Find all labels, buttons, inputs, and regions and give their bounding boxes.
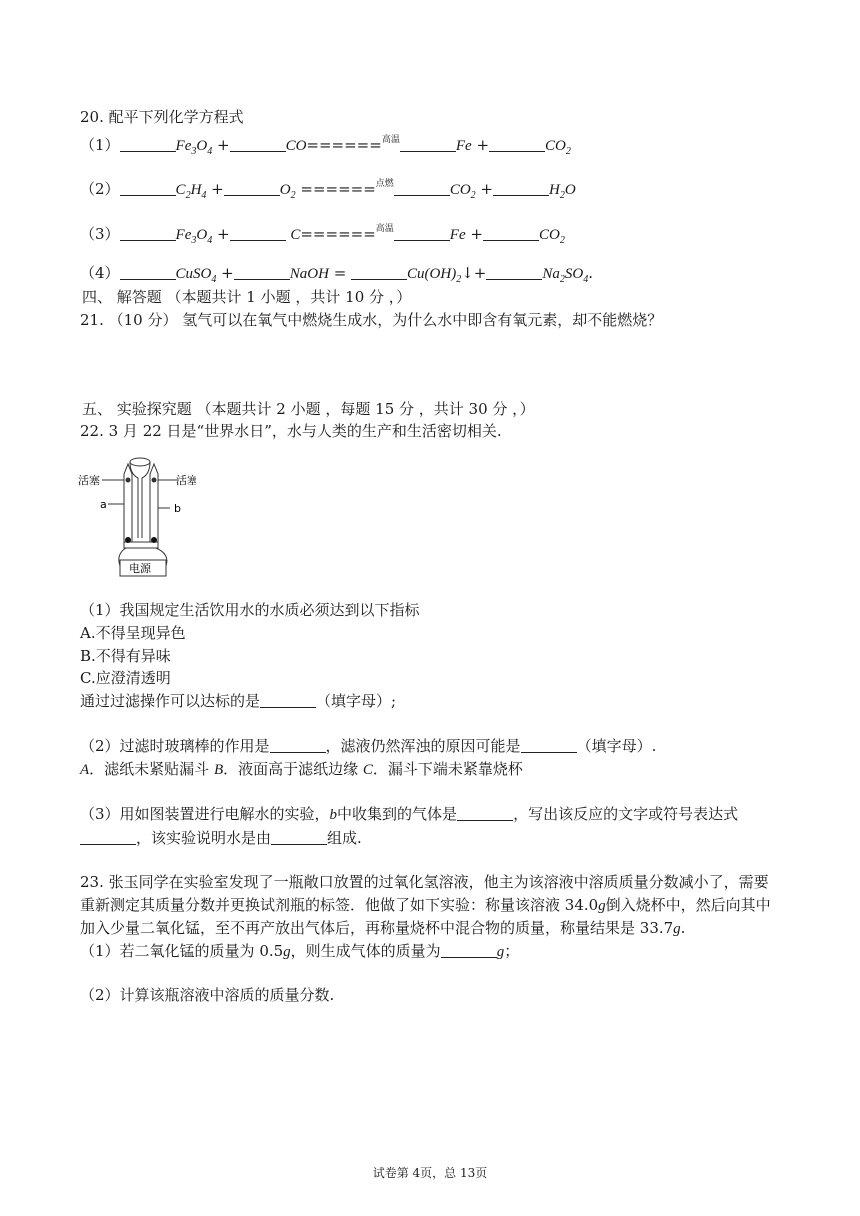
q22-part1: （1）我国规定生活饮用水的水质必须达到以下指标 xyxy=(80,601,420,619)
q22-part3-line2: ，该实验说明水是由 组成. xyxy=(80,827,362,849)
q22-part1-question: 通过过滤操作可以达标的是 （填字母）; xyxy=(80,692,397,710)
q22-option-b: B.不得有异味 xyxy=(80,647,171,665)
answer-blank[interactable] xyxy=(483,224,539,241)
tube-b-label: b xyxy=(174,502,181,515)
q22-part3: （3）用如图装置进行电解水的实验，b中收集到的气体是 ，写出该反应的文字或符号表达式 xyxy=(80,805,739,823)
section-4-heading: 四、 解答题 （本题共计 1 小题 ，共计 10 分 ，） xyxy=(82,288,412,306)
q23-line1: 23. 张玉同学在实验室发现了一瓶敞口放置的过氧化氢溶液，他主为该溶液中溶质质量分数减小了，需要 xyxy=(80,873,769,891)
right-stopcock-label: 活塞 xyxy=(176,474,196,487)
answer-blank[interactable] xyxy=(120,179,176,196)
q23-line2: 重新测定其质量分数并更换试剂瓶的标签．他做了如下实验：称量该溶液 34.0g倒入烧杯中，然后向其中 xyxy=(80,896,771,914)
equation-4: （4） CuSO$_4$ + NaOH = $Cu(OH)_2↓+ Na_2SO_4$. xyxy=(80,264,594,285)
answer-blank[interactable] xyxy=(260,691,316,708)
answer-blank[interactable] xyxy=(394,179,450,196)
section-5-heading: 五、 实验探究题 （本题共计 2 小题 ，每题 15 分 ，共计 30 分 ，） xyxy=(82,400,535,418)
answer-blank[interactable] xyxy=(80,828,136,845)
answer-blank[interactable] xyxy=(230,135,286,152)
answer-blank[interactable] xyxy=(224,179,280,196)
answer-blank[interactable] xyxy=(489,135,545,152)
answer-blank[interactable] xyxy=(400,135,456,152)
item-number: （1） xyxy=(80,136,120,154)
q22-option-c: C.应澄清透明 xyxy=(80,669,171,687)
answer-blank[interactable] xyxy=(486,263,542,280)
left-stopcock-label: 活塞 xyxy=(78,474,100,487)
q23-line3: 加入少量二氧化锰，至不再产放出气体后，再称量烧杯中混合物的质量，称量结果是 33.7g. xyxy=(80,919,686,937)
answer-blank[interactable] xyxy=(234,263,290,280)
q22-part2-options: A．滤纸未紧贴漏斗 B．液面高于滤纸边缘 C．漏斗下端未紧靠烧杯 xyxy=(80,760,523,778)
q22-intro: 22. 3 月 22 日是“世界水日”，水与人类的生产和生活密切相关. xyxy=(80,422,502,440)
answer-blank[interactable] xyxy=(270,736,326,753)
answer-blank[interactable] xyxy=(351,263,407,280)
q23-part1: （1）若二氧化锰的质量为 0.5g，则生成气体的质量为 g； xyxy=(80,942,520,960)
answer-blank[interactable] xyxy=(120,224,176,241)
power-supply-label: 电源 xyxy=(129,562,151,575)
answer-blank[interactable] xyxy=(457,804,513,821)
answer-blank[interactable] xyxy=(120,263,176,280)
equation-1: （1） $Fe_3O_4 + CO======^{高温}$ $Fe + CO_2$ xyxy=(80,135,571,157)
answer-blank[interactable] xyxy=(120,135,176,152)
electrolysis-apparatus-diagram xyxy=(78,456,196,578)
tube-a-label: a xyxy=(100,498,107,511)
answer-blank[interactable] xyxy=(521,736,577,753)
equation-3: （3） $Fe_3O_4 + C======^{高温}$ $Fe + CO_2$ xyxy=(80,224,565,246)
page-footer: 试卷第 4页，总 13页 xyxy=(372,1166,488,1180)
answer-blank[interactable] xyxy=(493,179,549,196)
answer-blank[interactable] xyxy=(394,224,450,241)
answer-blank[interactable] xyxy=(271,828,327,845)
answer-blank[interactable] xyxy=(441,941,497,958)
equation-2: （2） $C_2H_4 + O_2 ======^{点燃}$ $CO_2 + H_2O$ xyxy=(80,179,576,201)
answer-blank[interactable] xyxy=(230,224,286,241)
q21-text: 21. （10 分） 氢气可以在氧气中燃烧生成水，为什么水中即含有氧元素，却不能燃烧？ xyxy=(80,311,663,329)
q22-option-a: A.不得呈现异色 xyxy=(80,624,186,642)
q20-title: 20. 配平下列化学方程式 xyxy=(80,108,244,126)
q22-part2: （2）过滤时玻璃棒的作用是 ，滤液仍然浑浊的原因可能是 （填字母）. xyxy=(80,737,657,755)
q23-part2: （2）计算该瓶溶液中溶质的质量分数. xyxy=(80,986,335,1004)
